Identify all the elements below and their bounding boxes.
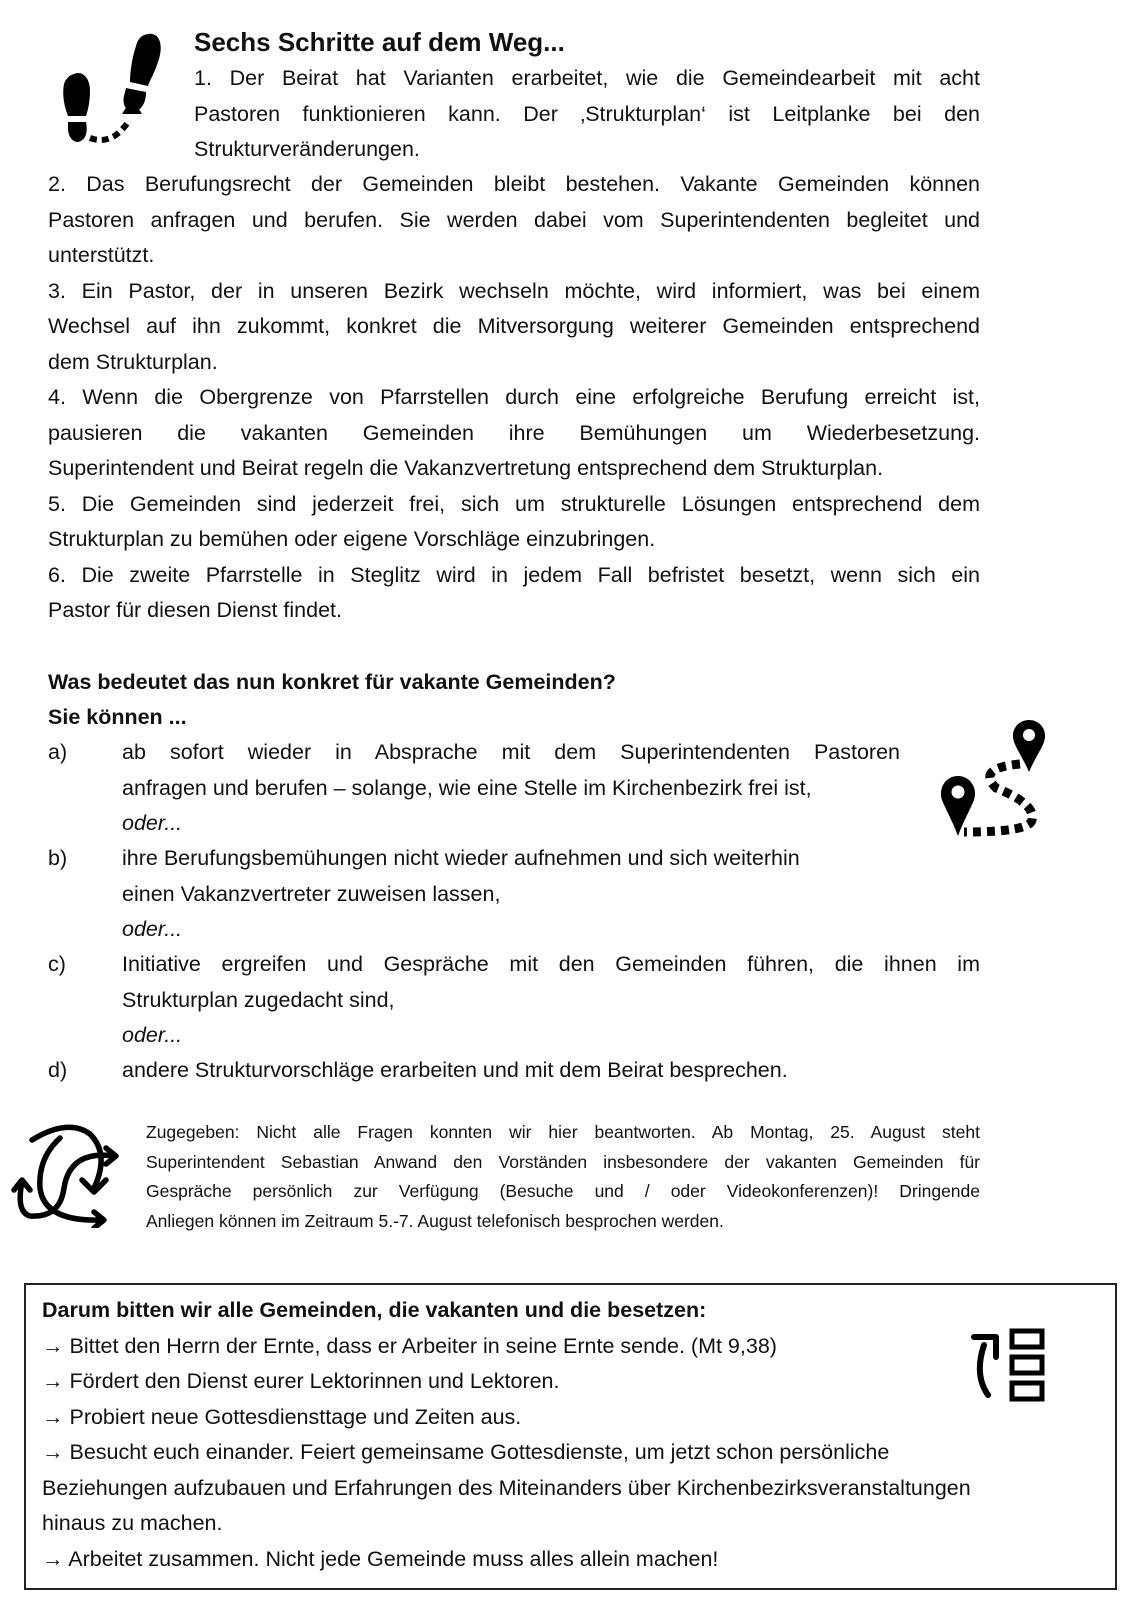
note-line: Anliegen können im Zeitraum 5.-7. August telefonisch besprochen werden. [146, 1210, 724, 1231]
step-line: Pastor für diesen Dienst findet. [48, 598, 342, 622]
option-line: Strukturplan zugedacht sind, [122, 987, 395, 1012]
step-line: dem Strukturplan. [48, 349, 218, 374]
box-line: Beziehungen aufzubauen und Erfahrungen des Miteinanders über Kirchenbezirksveranstaltungen [42, 1475, 971, 1500]
option-line: ihre Berufungsbemühungen nicht wieder aufnehmen und sich weiterhin [122, 846, 800, 870]
request-box [24, 1283, 1117, 1590]
step-line: 6. Die zweite Pfarrstelle in Steglitz wird in jedem Fall befristet besetzt, wenn sich ein [48, 562, 980, 587]
note-line: Zugegeben: Nicht alle Fragen konnten wir hier beantworten. Ab Montag, 25. August steht [146, 1122, 980, 1142]
step-line: unterstützt. [48, 243, 155, 267]
option-label: c) [48, 952, 66, 976]
box-line: → Arbeitet zusammen. Nicht jede Gemeinde muss alles allein machen! [42, 1546, 719, 1571]
section2-heading: Was bedeutet das nun konkret für vakante Gemeinden? [48, 670, 616, 694]
option-or: oder... [122, 917, 183, 941]
step-line: Pastoren funktionieren kann. Der ‚Strukturplan‘ ist Leitplanke bei den [194, 101, 980, 126]
section-title: Sechs Schritte auf dem Weg... [194, 27, 565, 57]
box-heading: Darum bitten wir alle Gemeinden, die vakanten und die besetzen: [42, 1298, 707, 1322]
option-label: d) [48, 1058, 68, 1082]
option-line: einen Vakanzvertreter zuweisen lassen, [122, 881, 501, 906]
step-line: pausieren die vakanten Gemeinden ihre Bemühungen um Wiederbesetzung. [48, 420, 980, 445]
note-line: Superintendent Sebastian Anwand den Vorständen insbesondere der vakanten Gemeinden für [146, 1151, 980, 1172]
option-line: Initiative ergreifen und Gespräche mit den Gemeinden führen, die ihnen im [122, 952, 980, 976]
footsteps-icon [60, 28, 164, 146]
box-line: hinaus zu machen. [42, 1511, 223, 1535]
crossing-arrows-icon [10, 1118, 130, 1228]
option-or: oder... [122, 1023, 183, 1047]
box-line: → Bittet den Herrn der Ernte, dass er Arbeiter in seine Ernte sende. (Mt 9,38) [42, 1333, 777, 1358]
note-line: Gespräche persönlich zur Verfügung (Besuche und / oder Videokonferenzen)! Dringende [146, 1181, 980, 1201]
box-line: → Fördert den Dienst eurer Lektorinnen und Lektoren. [42, 1369, 560, 1393]
reorder-list-icon [970, 1327, 1046, 1403]
box-line: → Besucht euch einander. Feiert gemeinsame Gottesdienste, um jetzt schon persönliche [42, 1440, 890, 1464]
step-line: 2. Das Berufungsrecht der Gemeinden bleibt bestehen. Vakante Gemeinden können [48, 172, 980, 196]
step-line: Superintendent und Beirat regeln die Vakanzvertretung entsprechend dem Strukturplan. [48, 456, 884, 480]
note-paragraph [146, 1118, 980, 1236]
step-4 [48, 380, 980, 487]
step-line: Wechsel auf ihn zukommt, konkret die Mitversorgung weiterer Gemeinden entsprechend [48, 314, 980, 338]
option-label: a) [48, 740, 68, 764]
step-line: 3. Ein Pastor, der in unseren Bezirk wechseln möchte, wird informiert, was bei einem [48, 278, 980, 303]
route-map-pins-icon [936, 716, 1048, 840]
option-line: andere Strukturvorschläge erarbeiten und mit dem Beirat besprechen. [122, 1058, 788, 1082]
step-line: 5. Die Gemeinden sind jederzeit frei, sich um strukturelle Lösungen entsprechend dem [48, 491, 980, 516]
option-or: oder... [122, 811, 183, 835]
steps-list [48, 167, 980, 629]
step-line: 4. Wenn die Obergrenze von Pfarrstellen durch eine erfolgreiche Berufung erreicht ist, [48, 385, 980, 409]
step-6 [48, 558, 980, 629]
step-3 [48, 274, 980, 381]
step-line: 1. Der Beirat hat Varianten erarbeitet, wie die Gemeindearbeit mit acht [194, 66, 980, 90]
box-line: → Probiert neue Gottesdiensttage und Zeiten aus. [42, 1404, 522, 1429]
step-line: Strukturplan zu bemühen oder eigene Vorschläge einzubringen. [48, 527, 656, 551]
step-5 [48, 487, 980, 558]
step-line: Pastoren anfragen und berufen. Sie werden dabei vom Superintendenten begleitet und [48, 207, 980, 232]
step-line: Strukturveränderungen. [194, 137, 420, 161]
option-line: anfragen und berufen – solange, wie eine Stelle im Kirchenbezirk frei ist, [122, 775, 812, 800]
section2-subheading: Sie können ... [48, 705, 187, 729]
option-line: ab sofort wieder in Absprache mit dem Superintendenten Pastoren [122, 740, 900, 764]
step-1 [194, 61, 980, 168]
step-2 [48, 167, 980, 274]
option-label: b) [48, 846, 68, 870]
